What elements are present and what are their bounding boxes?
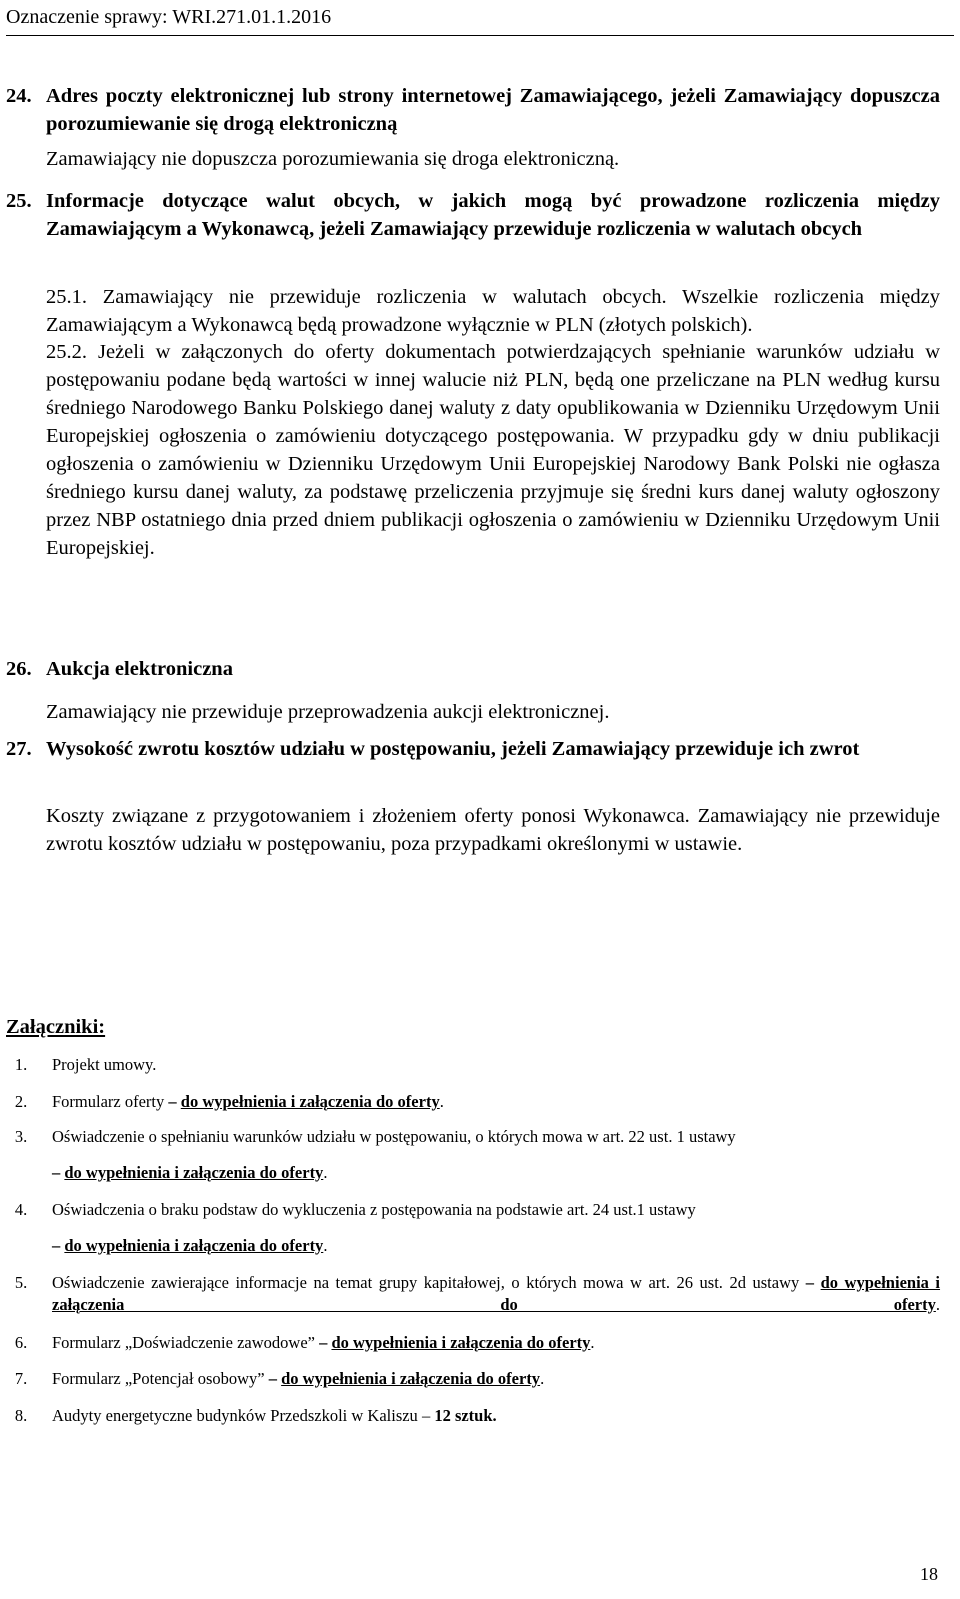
attachment-text: Oświadczenia o braku podstaw do wykluczenia z postępowania na podstawie art. 24 ust.1 ustawy [52,1200,696,1219]
attachment-number: 5. [14,1273,28,1292]
section-27-body: Koszty związane z przygotowaniem i złożeniem oferty ponosi Wykonawca. Zamawiający nie przewiduje zwrotu kosztów udziału w postępowaniu, poza przypadkami określonymi w ustawie. [46,805,940,855]
attachment-text-line: Formularz oferty – do wypełnienia i załączenia do oferty. [52,1092,444,1111]
page-header [6,4,954,36]
attachment-quantity: 12 sztuk. [434,1406,497,1425]
attachment-text-line: Audyty energetyczne budynków Przedszkoli w Kaliszu – 12 sztuk. [52,1406,497,1425]
section-25-title: Informacje dotyczące walut obcych, w jakich mogą być prowadzone rozliczenia między Zamawiającym a Wykonawcą, jeżeli Zamawiający przewiduje rozliczenia w walutach obcych [46,190,940,240]
section-25-2-paragraph: 25.2. Jeżeli w załączonych do oferty dokumentach potwierdzających spełnianie warunków udziału w postępowaniu podane będą wartości w innej walucie niż PLN, będą one przeliczane na PLN według kursu średniego Narodowego Banku Polskiego danej waluty z daty opublikowania w Dzienniku Urzędowym Unii Europejskiej ogłoszenia o zamówieniu dotyczącego postępowania. W przypadku gdy w dniu publikacji ogłoszenia o zamówieniu w Dzienniku Urzędowym Unii Europejskiej Narodowy Bank Polski nie ogłasza średniego kursu danej waluty, za podstawę przeliczenia przyjmuje się średni kurs danej waluty ogłoszony przez NBP ostatniego dnia przed dniem publikacji ogłoszenia o zamówieniu w Dzienniku Urzędowym Unii Europejskiej. [46,341,940,559]
attachment-text: Formularz „Doświadczenie zawodowe” [52,1333,315,1352]
section-24-body: Zamawiający nie dopuszcza porozumiewania się droga elektroniczną. [46,148,620,170]
page-number: 18 [920,1564,938,1584]
section-26-title: Aukcja elektroniczna [46,658,233,680]
attachment-number: 4. [14,1200,28,1219]
attachment-note: do wypełnienia i załączenia do oferty [52,1273,941,1314]
attachments-heading: Załączniki: [6,1016,106,1038]
section-25-1-paragraph: 25.1. Zamawiający nie przewiduje rozliczenia w walutach obcych. Wszelkie rozliczenia między Zamawiającym a Wykonawcą będą prowadzone wyłącznie w PLN (złotych polskich). [46,286,940,336]
attachment-text-line: Formularz „Doświadczenie zawodowe” – do wypełnienia i załączenia do oferty. [52,1333,595,1352]
attachment-text-line: Formularz „Potencjał osobowy” – do wypełnienia i załączenia do oferty. [52,1369,545,1388]
attachment-text: Oświadczenie o spełnianiu warunków udziału w postępowaniu, o których mowa w art. 22 ust. 1 ustawy [52,1127,736,1146]
attachment-note-line: – do wypełnienia i załączenia do oferty. [52,1236,328,1255]
attachment-number: 6. [14,1333,28,1352]
attachment-text: Formularz „Potencjał osobowy” [52,1369,265,1388]
section-26-body: Zamawiający nie przewiduje przeprowadzenia aukcji elektronicznej. [46,701,610,723]
section-24-number: 24. [6,85,32,107]
attachment-text-block: Oświadczenie zawierające informacje na temat grupy kapitałowej, o których mowa w art. 26 ust. 2d ustawy – do wypełnienia i załączenia do oferty. [52,1273,941,1314]
attachment-note: do wypełnienia i załączenia do oferty [331,1333,591,1352]
attachment-note: do wypełnienia i załączenia do oferty [281,1369,541,1388]
section-25-number: 25. [6,190,32,212]
attachment-note: do wypełnienia i załączenia do oferty [64,1236,324,1255]
attachment-text: Projekt umowy. [52,1055,157,1074]
section-27-number: 27. [6,738,32,760]
attachment-number: 2. [14,1092,28,1111]
section-24-title: Adres poczty elektronicznej lub strony internetowej Zamawiającego, jeżeli Zamawiający dopuszcza porozumiewanie się drogą elektroniczną [46,85,940,135]
section-26-number: 26. [6,658,32,680]
attachment-number: 3. [14,1127,28,1146]
attachment-note-line: – do wypełnienia i załączenia do oferty. [52,1163,328,1182]
attachment-text: Formularz oferty [52,1092,165,1111]
attachment-number: 8. [14,1406,28,1425]
attachment-text: Oświadczenie zawierające informacje na temat grupy kapitałowej, o których mowa w art. 26 ust. 2d ustawy [52,1273,800,1292]
attachment-note: do wypełnienia i załączenia do oferty [64,1163,324,1182]
attachment-note: do wypełnienia i załączenia do oferty [180,1092,440,1111]
case-reference: Oznaczenie sprawy: WRI.271.01.1.2016 [6,6,332,28]
section-27-title: Wysokość zwrotu kosztów udziału w postępowaniu, jeżeli Zamawiający przewiduje ich zwrot [46,738,860,760]
attachment-number: 7. [14,1369,28,1388]
attachment-text: Audyty energetyczne budynków Przedszkoli w Kaliszu [52,1406,418,1425]
attachment-number: 1. [14,1055,28,1074]
